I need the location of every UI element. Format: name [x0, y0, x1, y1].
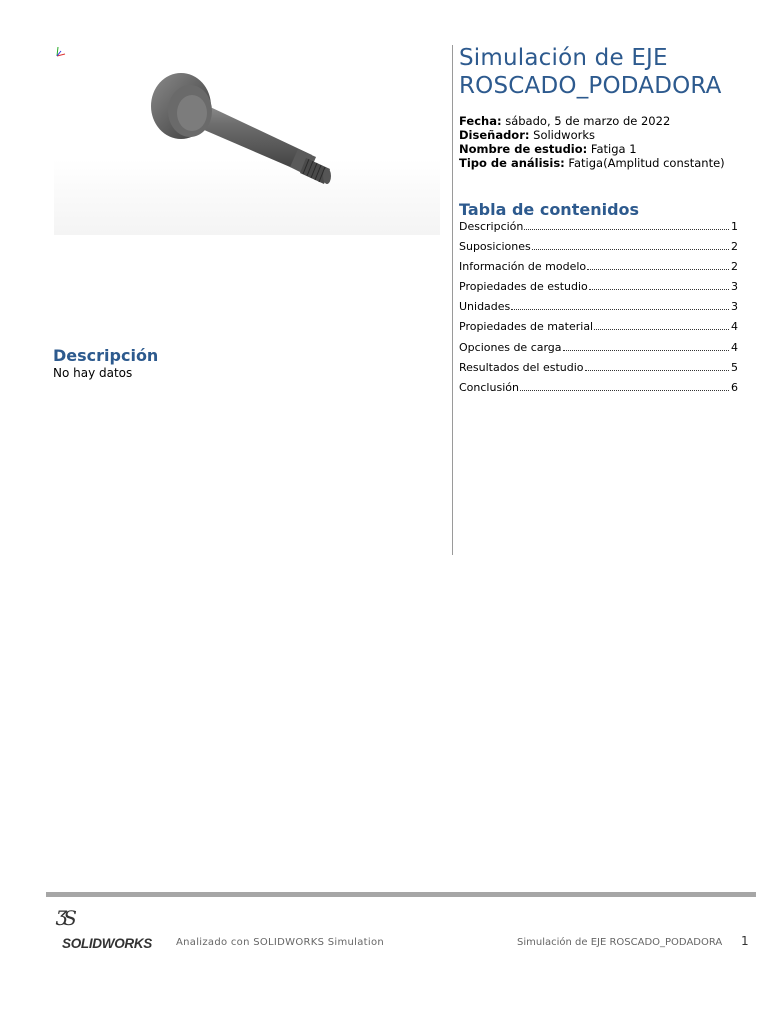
solidworks-logo [54, 906, 160, 954]
model-preview [54, 45, 440, 235]
meta-designer: Diseñador: Solidworks [459, 128, 595, 142]
description-heading: Descripción [53, 346, 159, 365]
description-text: No hay datos [53, 366, 133, 380]
toc-heading: Tabla de contenidos [459, 200, 640, 219]
page-number: 1 [741, 934, 749, 948]
footer-document-name: Simulación de EJE ROSCADO_PODADORA [517, 937, 723, 948]
meta-analysis-type: Tipo de análisis: Fatiga(Amplitud constante) [459, 156, 725, 170]
solidworks-wordmark: SOLIDWORKS [62, 936, 152, 951]
toc-item-propiedades-material[interactable]: Propiedades de material 4 [459, 320, 738, 334]
toc-item-propiedades-estudio[interactable]: Propiedades de estudio 3 [459, 280, 738, 294]
shaft-model-image [54, 45, 440, 235]
toc-item-resultados[interactable]: Resultados del estudio 5 [459, 360, 738, 374]
toc-item-unidades[interactable]: Unidades 3 [459, 300, 738, 314]
ds-logo-icon: ƷS [56, 906, 73, 930]
document-title: Simulación de EJE ROSCADO_PODADORA [459, 45, 722, 99]
toc-item-informacion-modelo[interactable]: Información de modelo 2 [459, 260, 738, 274]
study-metadata [459, 114, 725, 170]
toc-item-descripcion[interactable]: Descripción 1 [459, 220, 738, 233]
footer-analyzed-with: Analizado con SOLIDWORKS Simulation [176, 937, 385, 948]
meta-date: Fecha: sábado, 5 de marzo de 2022 [459, 114, 671, 128]
footer-rule [46, 892, 756, 897]
axis-triad-icon [54, 45, 68, 59]
toc-item-opciones-carga[interactable]: Opciones de carga 4 [459, 340, 738, 354]
toc-item-conclusion[interactable]: Conclusión 6 [459, 380, 738, 394]
meta-study-name: Nombre de estudio: Fatiga 1 [459, 142, 637, 156]
toc-item-suposiciones[interactable]: Suposiciones 2 [459, 240, 738, 254]
column-divider [452, 45, 453, 555]
table-of-contents [459, 220, 738, 401]
